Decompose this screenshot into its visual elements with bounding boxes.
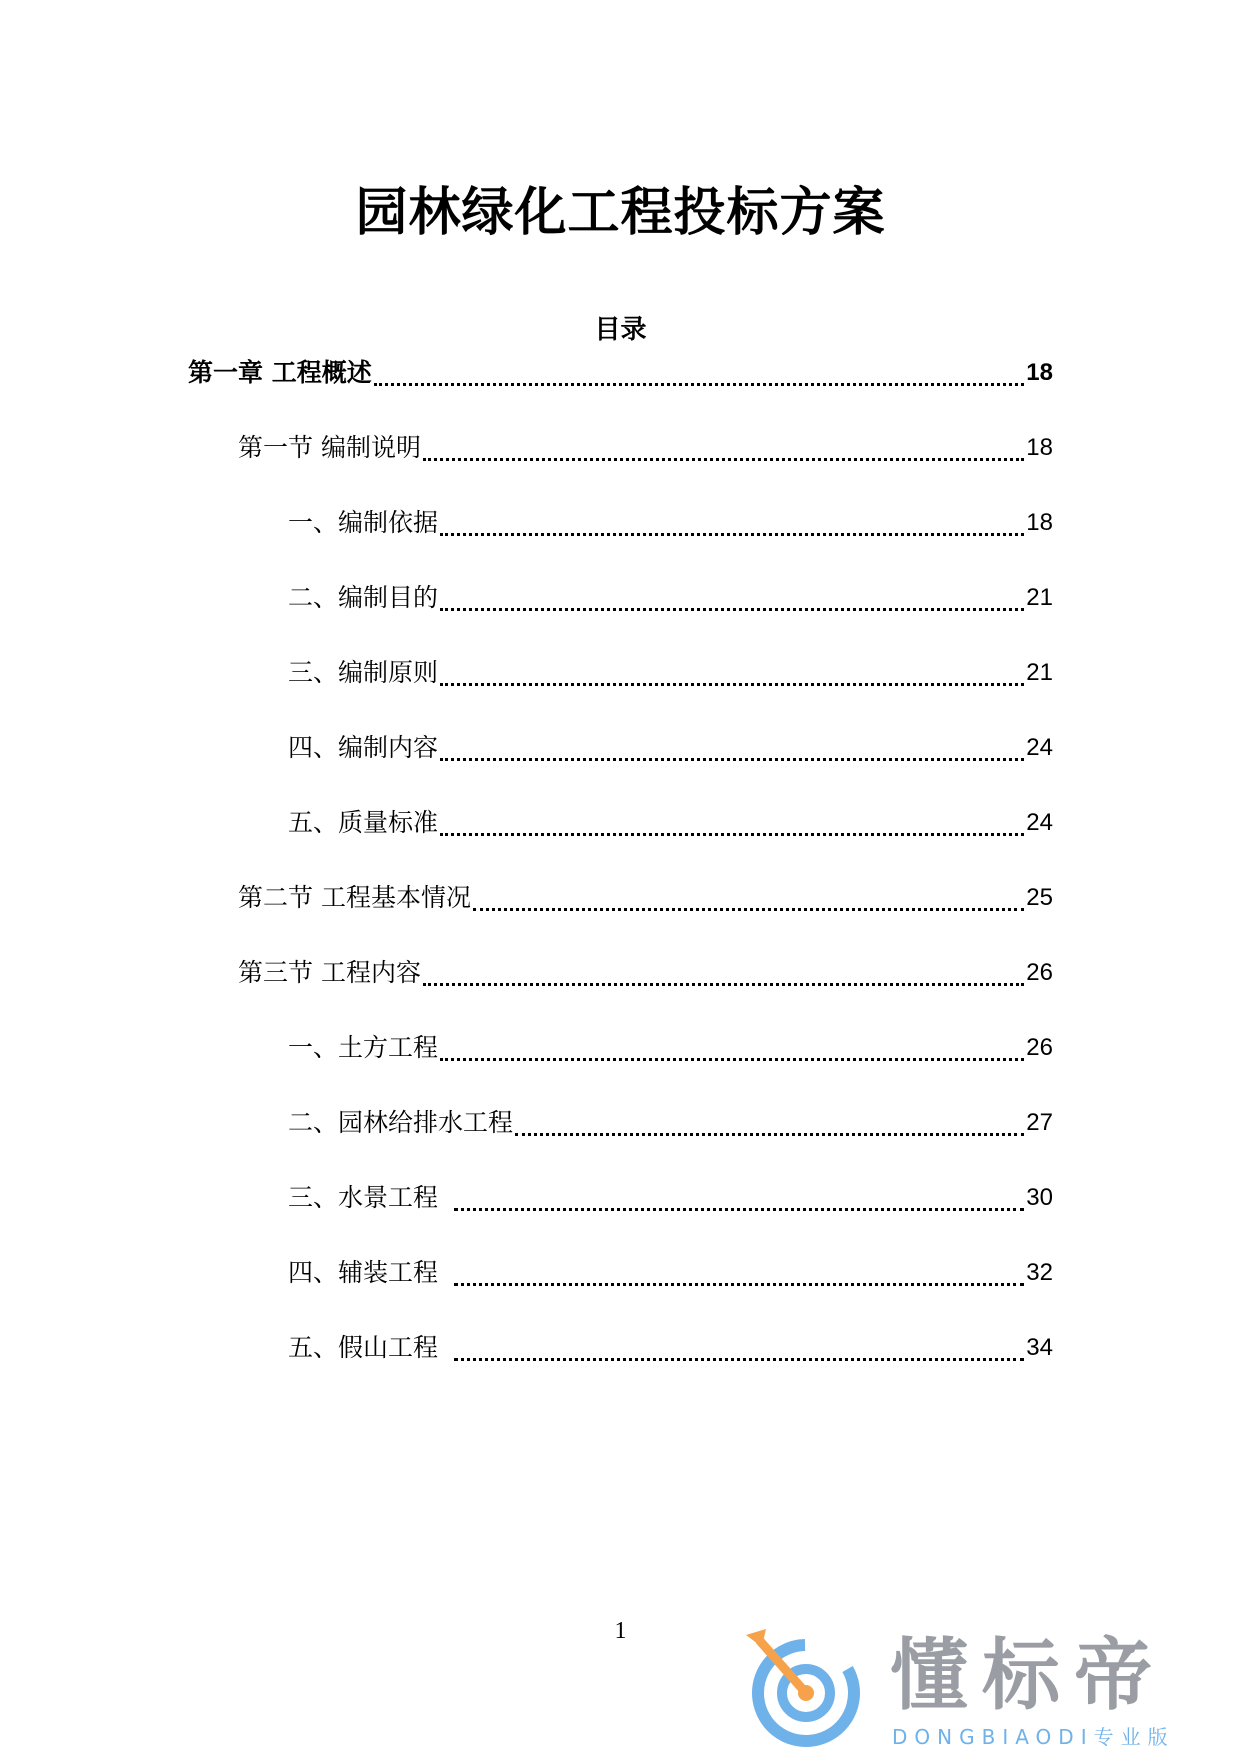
toc-dot-leader [454,1283,1024,1286]
toc-entry-chapter-1[interactable] [188,350,1053,390]
toc-entry-label: 二、园林给排水工程 [288,1108,514,1137]
toc-dot-leader [473,908,1024,911]
toc-entry-page: 26 [1026,1034,1053,1061]
toc-entry-page: 24 [1026,734,1053,761]
toc-entry-page: 27 [1026,1109,1053,1136]
toc-entry-item[interactable] [288,1250,1053,1290]
toc-entry-label: 第三节 工程内容 [238,958,421,987]
toc-entry-item[interactable] [288,1325,1053,1365]
toc-entry-item[interactable] [288,650,1053,690]
toc-entry-page: 18 [1026,509,1053,536]
toc-dot-leader [440,758,1024,761]
toc-entry-label: 第一章 工程概述 [188,358,372,387]
toc-entry-item[interactable] [288,500,1053,540]
toc-dot-leader [423,983,1024,986]
toc-entry-label: 四、辅装工程 [288,1258,439,1287]
page-number: 1 [614,1618,627,1644]
toc-entry-label: 三、编制原则 [288,658,439,687]
toc-entry-page: 18 [1026,359,1053,386]
toc-entry-label: 四、编制内容 [288,733,439,762]
toc-dot-leader [440,608,1024,611]
toc-entry-page: 25 [1026,884,1053,911]
toc-heading: 目录 [594,315,647,345]
toc-dot-leader [515,1133,1024,1136]
document-title: 园林绿化工程投标方案 [355,183,886,243]
toc-entry-item[interactable] [288,575,1053,615]
toc-entry-label: 三、水景工程 [288,1183,439,1212]
toc-entry-page: 34 [1026,1334,1053,1361]
toc-dot-leader [374,383,1025,386]
toc-entry-item[interactable] [288,1025,1053,1065]
toc-dot-leader [440,533,1024,536]
toc-entry-page: 24 [1026,809,1053,836]
toc-entry-item[interactable] [288,725,1053,765]
toc-dot-leader [440,683,1024,686]
toc-entry-section-2[interactable] [238,875,1053,915]
toc-entry-page: 32 [1026,1259,1053,1286]
toc-entry-section-1[interactable] [238,425,1053,465]
brand-watermark [740,1625,1220,1750]
toc-entry-label: 一、土方工程 [288,1033,439,1062]
toc-entry-label: 第二节 工程基本情况 [238,883,471,912]
toc-dot-leader [423,458,1024,461]
toc-dot-leader [440,833,1024,836]
toc-entry-label: 五、假山工程 [288,1333,439,1362]
watermark-brand-text: 懂标帝 [890,1631,1167,1721]
toc-entry-item[interactable] [288,1100,1053,1140]
toc-entry-label: 第一节 编制说明 [238,433,421,462]
watermark-subtitle: DONGBIAODI专业版 [892,1725,1175,1749]
toc-entry-section-3[interactable] [238,950,1053,990]
toc-entry-page: 21 [1026,584,1053,611]
toc-entry-page: 26 [1026,959,1053,986]
toc-entry-label: 二、编制目的 [288,583,439,612]
toc-entry-item[interactable] [288,800,1053,840]
toc-entry-page: 30 [1026,1184,1053,1211]
target-logo-icon [740,1625,865,1750]
toc-entry-page: 18 [1026,434,1053,461]
toc-entry-page: 21 [1026,659,1053,686]
toc-dot-leader [454,1208,1024,1211]
toc-entry-label: 五、质量标准 [288,808,439,837]
toc-dot-leader [454,1358,1024,1361]
toc-entry-item[interactable] [288,1175,1053,1215]
toc-entry-label: 一、编制依据 [288,508,439,537]
toc-dot-leader [440,1058,1024,1061]
